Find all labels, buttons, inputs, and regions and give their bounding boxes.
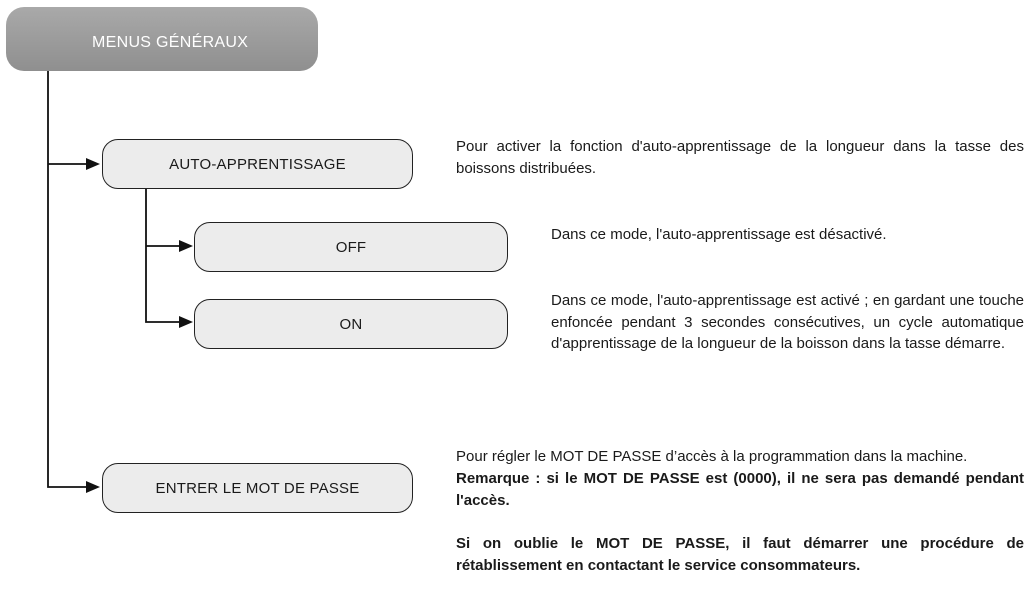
password-description: Pour régler le MOT DE PASSE d’accès à la programmation dans la machine. xyxy=(456,448,968,465)
main-trunk-line xyxy=(48,71,88,487)
menu-header-title: MENUS GÉNÉRAUX xyxy=(92,34,249,51)
on-description: Dans ce mode, l'auto-apprentissage est activé ; en gardant une touche enfoncée pendant 3 secondes consécutives, un cycle automatique d'apprentissage de la longueur de la boisson dans la tasse démarre. xyxy=(551,292,1024,352)
forgot-password-text: Si on oublie le MOT DE PASSE, il faut démarrer une procédure de rétablissement en contactant le service consommateurs. xyxy=(456,535,1024,574)
remark-text: Remarque : si le MOT DE PASSE est (0000), il ne sera pas demandé pendant l'accès. xyxy=(456,470,1024,509)
arrow-password-icon xyxy=(86,481,100,493)
off-label: OFF xyxy=(335,238,367,256)
auto-apprentissage-label: AUTO-APPRENTISSAGE xyxy=(169,155,346,173)
on-label: ON xyxy=(339,315,363,333)
arrow-on-icon xyxy=(179,316,193,328)
auto-description: Pour activer la fonction d'auto-apprentissage de la longueur dans la tasse des boissons distribuées. xyxy=(456,138,1024,177)
off-description: Dans ce mode, l'auto-apprentissage est désactivé. xyxy=(551,226,887,243)
auto-apprentissage-box[interactable] xyxy=(102,139,413,189)
sub-trunk-line xyxy=(146,188,180,322)
password-label: ENTRER LE MOT DE PASSE xyxy=(155,479,360,497)
password-box[interactable] xyxy=(102,463,413,513)
off-box[interactable] xyxy=(194,222,508,272)
arrow-auto-icon xyxy=(86,158,100,170)
on-box[interactable] xyxy=(194,299,508,349)
arrow-off-icon xyxy=(179,240,193,252)
